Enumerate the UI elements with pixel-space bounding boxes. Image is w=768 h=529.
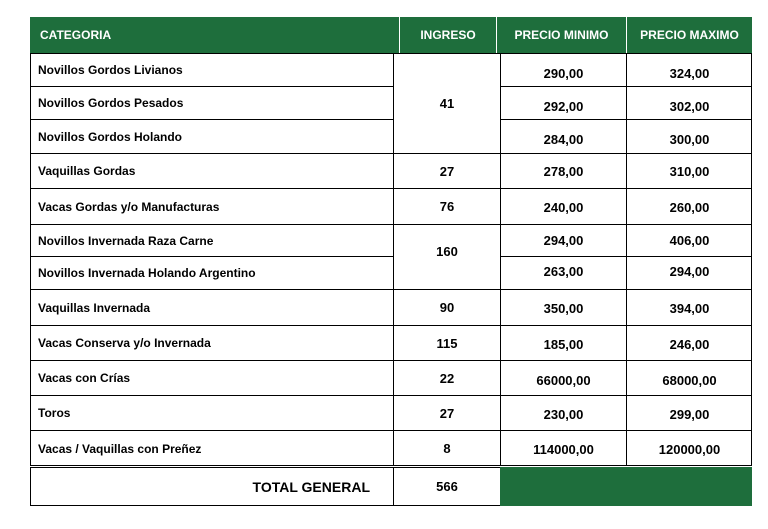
- precio-minimo-cell: [501, 431, 626, 468]
- category-cell: [38, 120, 388, 153]
- precio-minimo-cell: [501, 257, 626, 286]
- ingreso-value: 8: [443, 441, 451, 456]
- precio-maximo-cell: [627, 431, 752, 468]
- precio-minimo-cell: [501, 290, 626, 327]
- category-cell: [38, 154, 388, 188]
- precio-maximo-cell: [627, 396, 752, 432]
- precio-maximo-value: 68000,00: [662, 372, 717, 388]
- precio-minimo-cell: [501, 225, 626, 256]
- category-cell: [38, 326, 388, 360]
- category-label: Novillos Gordos Holando: [38, 129, 183, 144]
- total-fill: [500, 467, 752, 506]
- category-cell: [38, 189, 388, 224]
- precio-maximo-cell: [627, 290, 752, 327]
- ingreso-cell: [394, 290, 500, 325]
- precio-maximo-value: 246,00: [669, 336, 710, 352]
- category-cell: [38, 225, 388, 256]
- total-label: TOTAL GENERAL: [252, 478, 370, 495]
- precio-minimo-value: 66000,00: [536, 372, 591, 388]
- precio-maximo-value: 310,00: [669, 163, 710, 179]
- category-label: Vacas Conserva y/o Invernada: [38, 336, 211, 350]
- precio-maximo-value: 302,00: [669, 98, 710, 114]
- ingreso-value: 115: [436, 335, 458, 351]
- header-precio-minimo: [497, 17, 626, 53]
- ingreso-value: 22: [439, 370, 455, 386]
- ingreso-value: 76: [439, 199, 455, 214]
- category-cell: [38, 431, 388, 466]
- ingreso-cell: [394, 326, 500, 360]
- precio-minimo-cell: [501, 396, 626, 432]
- total-value: 566: [436, 479, 458, 494]
- precio-minimo-value: 284,00: [543, 131, 584, 147]
- category-label: Novillos Invernada Holando Argentino: [38, 266, 256, 280]
- category-label: Novillos Gordos Livianos: [38, 63, 183, 77]
- category-label: Vaquillas Invernada: [38, 300, 151, 315]
- precio-minimo-value: 292,00: [543, 98, 584, 114]
- precio-maximo-cell: [627, 225, 752, 256]
- ingreso-cell: [394, 225, 500, 277]
- precio-maximo-value: 299,00: [669, 406, 710, 422]
- ingreso-value: 41: [439, 96, 455, 111]
- precio-maximo-value: 120000,00: [658, 442, 721, 457]
- ingreso-value: 90: [439, 300, 455, 315]
- header-precio-maximo: [627, 17, 752, 53]
- precio-minimo-cell: [501, 189, 626, 225]
- header-precio-minimo-label: PRECIO MINIMO: [514, 28, 609, 42]
- precio-minimo-value: 278,00: [543, 163, 584, 179]
- ingreso-cell: [394, 54, 500, 153]
- precio-maximo-cell: [627, 189, 752, 225]
- precio-maximo-value: 406,00: [669, 233, 710, 248]
- header-categoria: [30, 17, 399, 53]
- ingreso-cell: [394, 189, 500, 224]
- precio-maximo-value: 294,00: [669, 264, 710, 279]
- precio-minimo-value: 290,00: [543, 65, 584, 81]
- precio-maximo-cell: [627, 361, 752, 399]
- precio-minimo-value: 263,00: [543, 264, 584, 279]
- category-cell: [38, 54, 388, 86]
- category-label: Vacas / Vaquillas con Preñez: [38, 441, 202, 456]
- precio-maximo-cell: [627, 257, 752, 286]
- category-cell: [38, 396, 388, 430]
- total-value-cell: [394, 468, 500, 505]
- header-precio-maximo-label: PRECIO MAXIMO: [640, 28, 739, 42]
- ingreso-value: 27: [439, 163, 455, 179]
- category-cell: [38, 257, 388, 289]
- ingreso-value: 160: [436, 243, 458, 259]
- category-label: Vacas con Crías: [38, 371, 131, 385]
- category-label: Toros: [38, 406, 71, 420]
- category-cell: [38, 87, 388, 119]
- precio-maximo-cell: [627, 120, 752, 158]
- precio-minimo-cell: [501, 154, 626, 188]
- precio-minimo-value: 114000,00: [533, 442, 594, 457]
- precio-minimo-value: 350,00: [543, 301, 584, 316]
- precio-maximo-value: 260,00: [669, 199, 710, 215]
- header-ingreso-label: INGRESO: [420, 28, 476, 42]
- category-label: Novillos Gordos Pesados: [38, 96, 184, 110]
- precio-maximo-value: 394,00: [669, 301, 710, 316]
- precio-minimo-value: 185,00: [543, 336, 584, 352]
- total-label-cell: [31, 468, 393, 505]
- category-label: Vaquillas Gordas: [38, 164, 136, 178]
- category-label: Vacas Gordas y/o Manufacturas: [38, 199, 220, 214]
- header-ingreso: [400, 17, 496, 53]
- precio-minimo-cell: [501, 120, 626, 158]
- header-categoria-label: CATEGORIA: [40, 28, 112, 42]
- category-cell: [38, 361, 388, 395]
- precio-maximo-value: 324,00: [669, 65, 710, 81]
- precio-minimo-value: 294,00: [543, 233, 584, 248]
- category-label: Novillos Invernada Raza Carne: [38, 233, 214, 248]
- ingreso-cell: [394, 396, 500, 430]
- ingreso-cell: [394, 154, 500, 188]
- category-cell: [38, 290, 388, 325]
- ingreso-cell: [394, 431, 500, 466]
- precio-minimo-value: 240,00: [543, 199, 584, 215]
- precio-maximo-cell: [627, 326, 752, 362]
- precio-maximo-value: 300,00: [669, 131, 710, 147]
- ingreso-cell: [394, 361, 500, 395]
- precio-minimo-cell: [501, 326, 626, 362]
- ingreso-value: 27: [439, 405, 455, 421]
- precio-maximo-cell: [627, 154, 752, 188]
- precio-minimo-value: 230,00: [543, 406, 584, 422]
- precio-minimo-cell: [501, 361, 626, 399]
